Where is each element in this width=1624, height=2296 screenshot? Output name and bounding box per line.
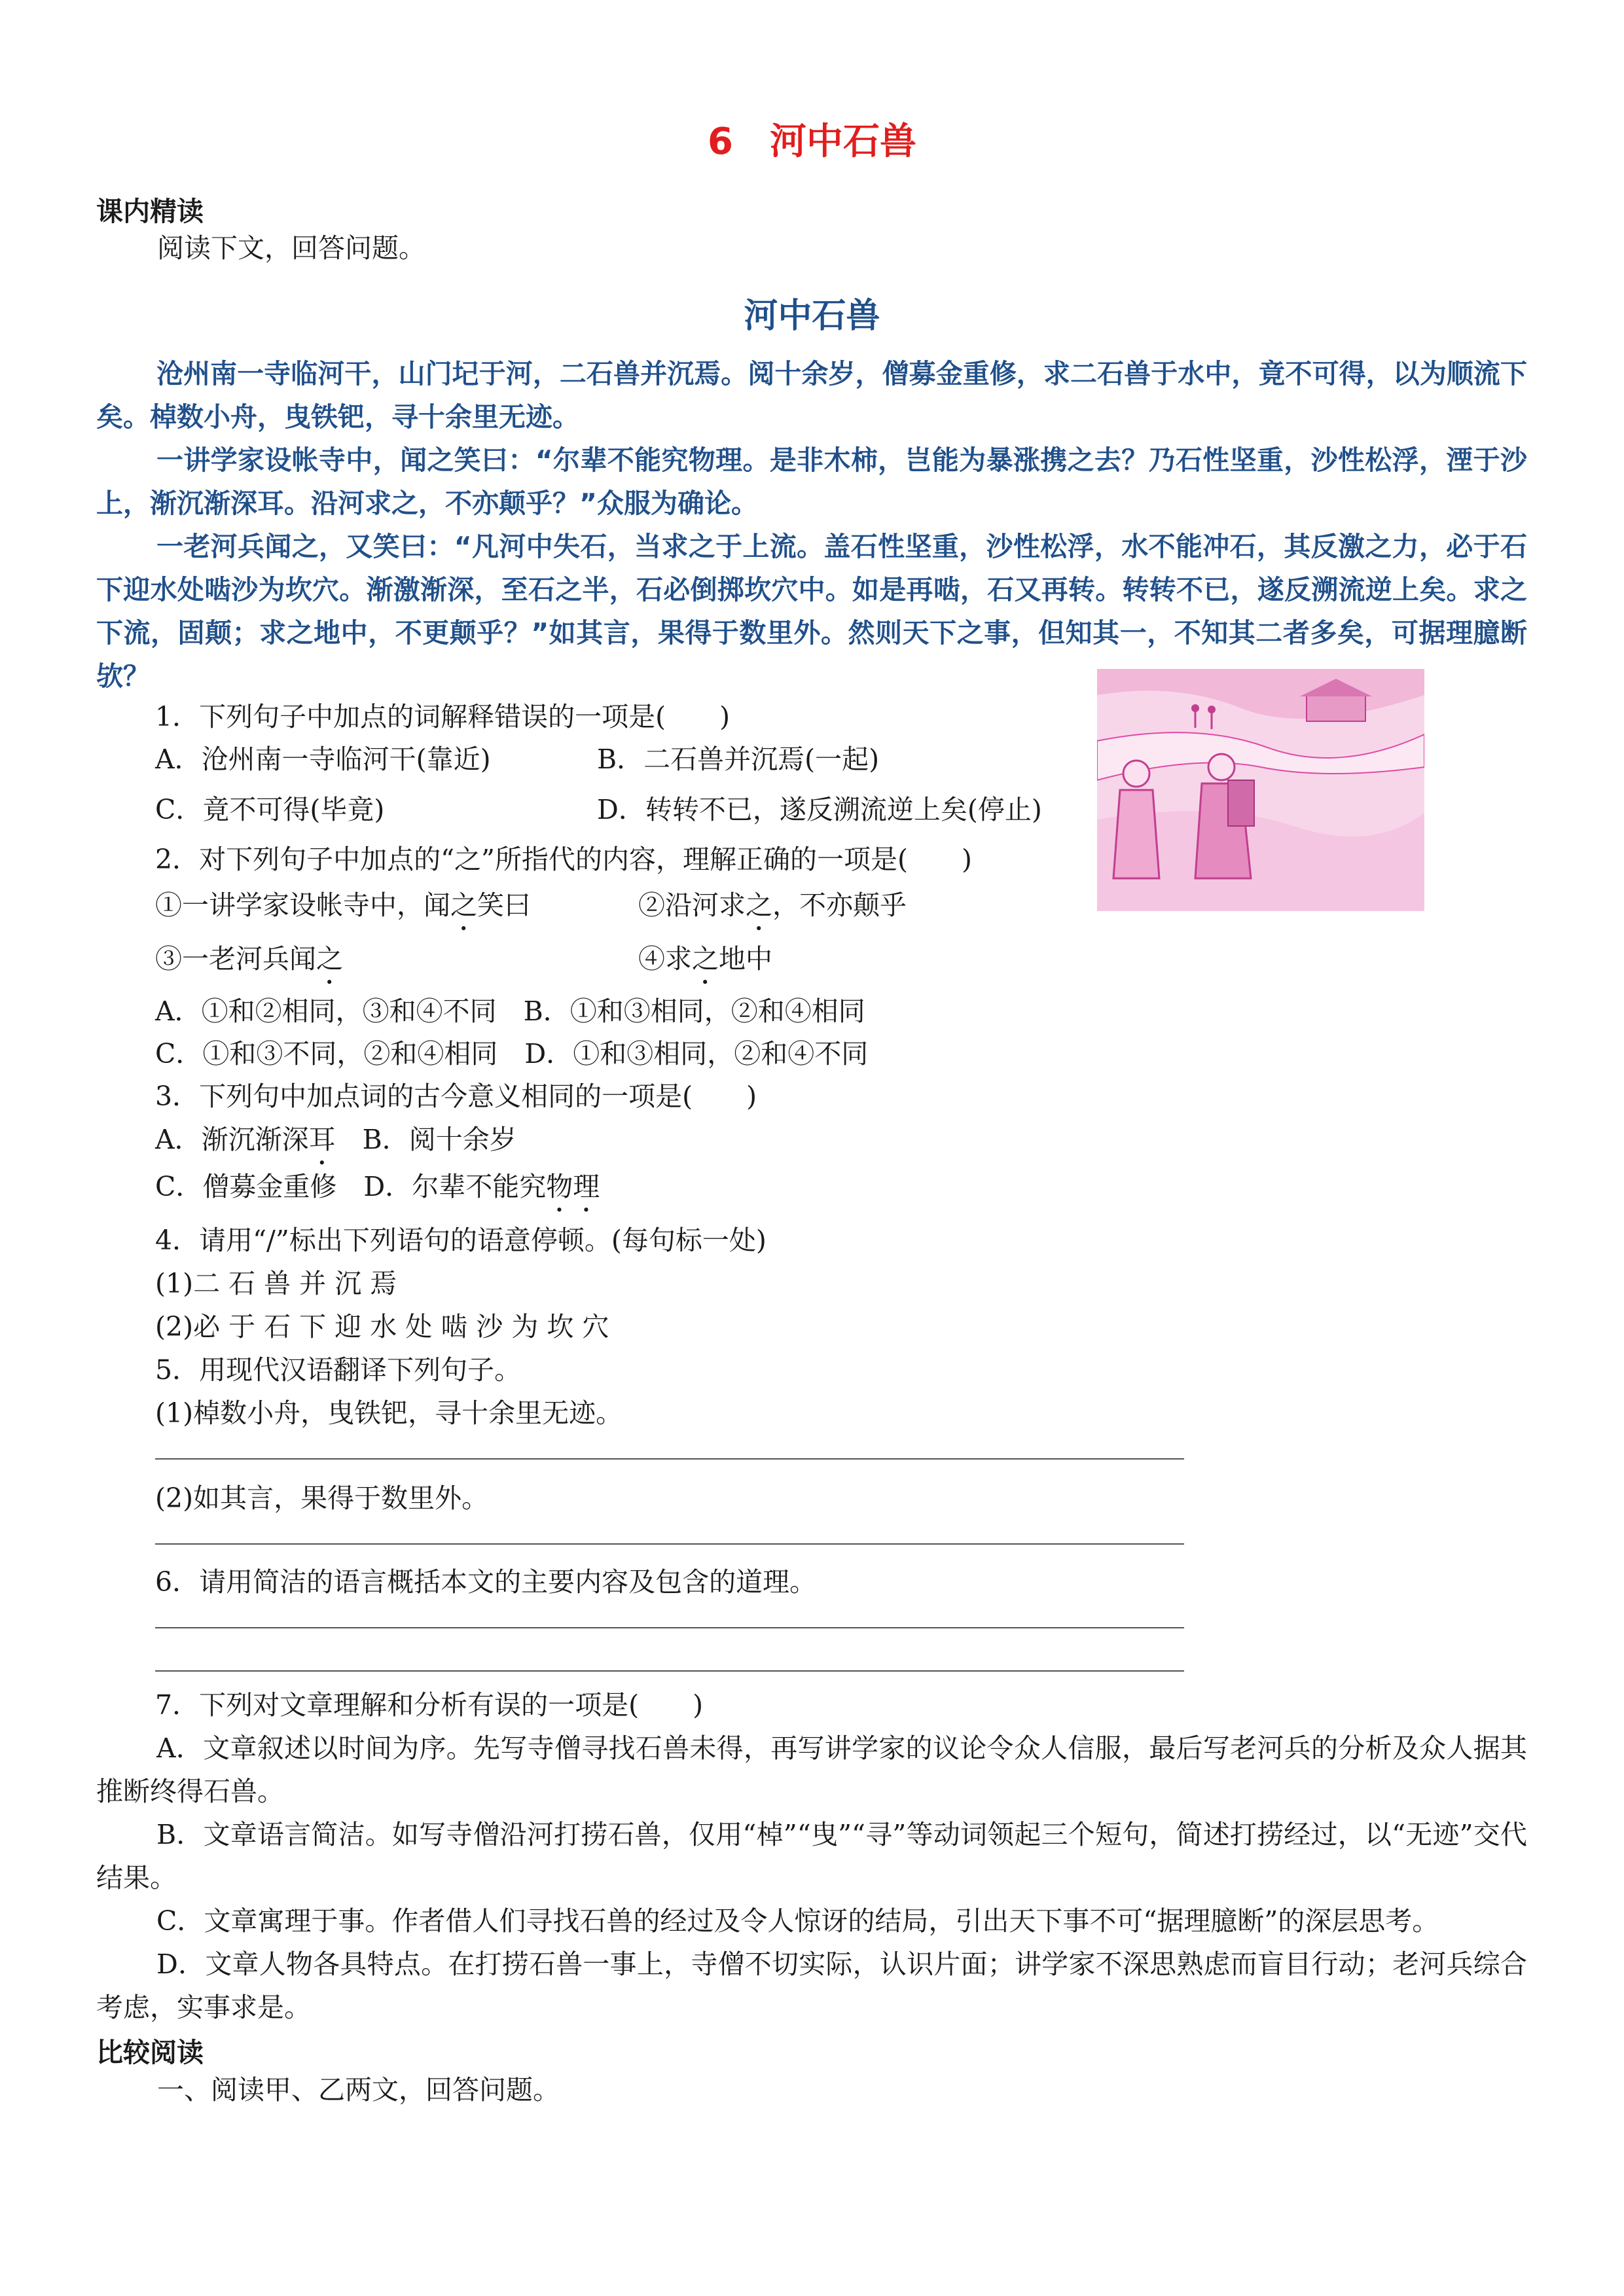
q2-options-ab: A．①和②相同，③和④不同 B．①和③相同，②和④相同 xyxy=(155,996,865,1027)
q4-sentence-1: (1)二 石 兽 并 沉 焉 xyxy=(155,1268,397,1299)
q1-stem: 1．下列句子中加点的词解释错误的一项是( ) xyxy=(155,701,731,732)
q5-sentence-2: (2)如其言，果得于数里外。 xyxy=(155,1482,489,1514)
q1-option-a: A．沧州南一寺临河干(靠近) xyxy=(155,744,491,775)
q1-option-d: D．转转不已，遂反溯流逆上矣(停止) xyxy=(597,794,1042,825)
q7-option-b: B．文章语言简洁。如写寺僧沿河打捞石兽，仅用“棹”“曳”“寻”等动词领起三个短句，简述打捞经过，以“无迹”交代结果。 xyxy=(96,1819,1527,1893)
answer-line[interactable] xyxy=(155,1627,1184,1628)
q3-options-ab: A．渐沉渐深耳 B．阅十余岁 xyxy=(155,1124,516,1155)
q2-sentence-3: ③一老河兵闻之 xyxy=(155,943,343,975)
answer-line[interactable] xyxy=(155,1543,1184,1545)
scholar-figure xyxy=(1113,790,1159,878)
q6-stem: 6．请用简洁的语言概括本文的主要内容及包含的道理。 xyxy=(155,1566,817,1598)
answer-line[interactable] xyxy=(155,1670,1184,1672)
passage-body xyxy=(96,352,1527,698)
q2-sentence-4: ④求之地中 xyxy=(638,943,772,975)
q2-options-cd: C．①和③不同，②和④相同 D．①和③相同，②和④不同 xyxy=(155,1038,869,1069)
q7-options xyxy=(96,1727,1527,2029)
q7-stem: 7．下列对文章理解和分析有误的一项是( ) xyxy=(155,1689,704,1721)
q4-sentence-2: (2)必 于 石 下 迎 水 处 啮 沙 为 坎 穴 xyxy=(155,1311,609,1342)
distant-figure xyxy=(1191,704,1199,712)
river-soldier-figure xyxy=(1228,780,1254,826)
q3-options-cd: C．僧募金重修 D．尔辈不能究物理 xyxy=(155,1171,600,1202)
q7-option-a: A．文章叙述以时间为序。先写寺僧寻找石兽未得，再写讲学家的议论令众人信服，最后写老河兵的分析及众人据其推断终得石兽。 xyxy=(96,1732,1527,1807)
distant-figure xyxy=(1208,706,1216,713)
passage-paragraph: 一讲学家设帐寺中，闻之笑曰：“尔辈不能究物理。是非木柿，岂能为暴涨携之去？乃石性坚重，沙性松浮，湮于沙上，渐沉渐深耳。沿河求之，不亦颠乎？”众服为确论。 xyxy=(96,444,1527,519)
q3-stem: 3．下列句中加点词的古今意义相同的一项是( ) xyxy=(155,1081,757,1112)
q2-stem: 2．对下列句子中加点的“之”所指代的内容，理解正确的一项是( ) xyxy=(155,844,972,875)
scholar-figure xyxy=(1123,761,1149,787)
answer-line[interactable] xyxy=(155,1458,1184,1460)
q1-option-c: C．竟不可得(毕竟) xyxy=(155,794,385,825)
q5-stem: 5．用现代汉语翻译下列句子。 xyxy=(155,1354,522,1386)
passage-title: 河中石兽 xyxy=(744,296,880,336)
passage-paragraph: 一老河兵闻之，又笑曰：“凡河中失石，当求之于上流。盖石性坚重，沙性松浮，水不能冲石，其反激之力，必于石下迎水处啮沙为坎穴。渐激渐深，至石之半，石必倒掷坎穴中。如是再啮，石又再转。转转不已，遂反溯流逆上矣。求之下流，固颠；求之地中，不更颠乎？”如其言，果得于数里外。然则天下之事，但知其一，不知其二者多矣，可据理臆断欤？ xyxy=(96,531,1527,692)
passage-paragraph: 沧州南一寺临河干，山门圮于河，二石兽并沉焉。阅十余岁，僧募金重修，求二石兽于水中，竟不可得，以为顺流下矣。棹数小舟，曳铁钯，寻十余里无迹。 xyxy=(96,358,1527,433)
intro-instruction: 阅读下文，回答问题。 xyxy=(157,232,425,264)
two-figures-by-river-illustration xyxy=(1097,669,1424,911)
page-title: 6 河中石兽 xyxy=(708,120,916,163)
comparative-intro: 一、阅读甲、乙两文，回答问题。 xyxy=(157,2074,560,2106)
q5-sentence-1: (1)棹数小舟，曳铁钯，寻十余里无迹。 xyxy=(155,1397,623,1429)
section-heading-intensive: 课内精读 xyxy=(96,196,204,227)
q2-sentence-2: ②沿河求之，不亦颠乎 xyxy=(638,889,907,921)
temple xyxy=(1307,695,1365,721)
q2-sentence-1: ①一讲学家设帐寺中，闻之笑曰 xyxy=(155,889,531,921)
q1-option-b: B．二石兽并沉焉(一起) xyxy=(597,744,880,775)
section-heading-comparative: 比较阅读 xyxy=(96,2037,204,2068)
river-soldier-figure xyxy=(1208,754,1235,780)
q7-option-c: C．文章寓理于事。作者借人们寻找石兽的经过及令人惊讶的结局，引出天下事不可“据理臆断”的深层思考。 xyxy=(156,1905,1439,1937)
q7-option-d: D．文章人物各具特点。在打捞石兽一事上，寺僧不切实际，认识片面；讲学家不深思熟虑而盲目行动；老河兵综合考虑，实事求是。 xyxy=(96,1948,1527,2023)
q4-stem: 4．请用“/”标出下列语句的语意停顿。(每句标一处) xyxy=(155,1225,767,1256)
